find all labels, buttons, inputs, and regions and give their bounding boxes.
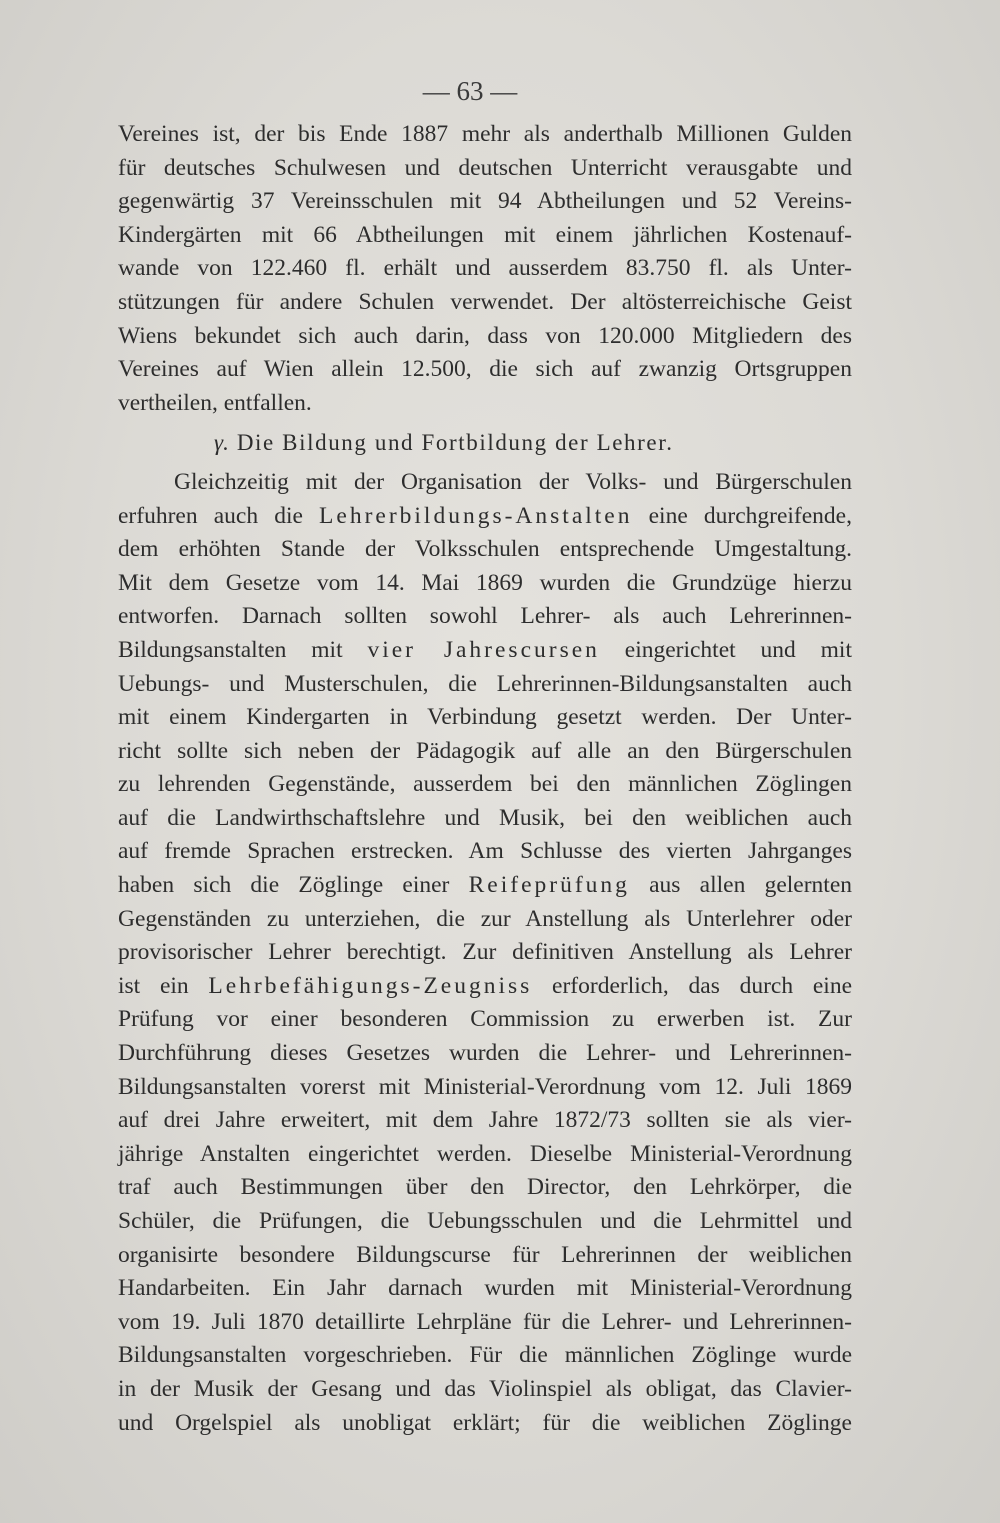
text-line: auf fremde Sprachen erstrecken. Am Schlusse des vierten Jahrganges — [118, 838, 852, 865]
text-line: Handarbeiten. Ein Jahr darnach wurden mit Ministerial-Verordnung — [118, 1275, 852, 1302]
text-line — [118, 500, 852, 534]
text-segment: haben sich die Zöglinge einer — [118, 872, 469, 899]
text-line — [118, 869, 852, 903]
text-line: stützungen für andere Schulen verwendet. Der altösterreichische Geist — [118, 288, 852, 315]
text-segment: erfuhren auch die — [118, 502, 320, 529]
text-line: Schüler, die Prüfungen, die Uebungsschulen und die Lehrmittel und — [118, 1208, 852, 1234]
text-segment: erforderlich, das durch eine — [532, 972, 852, 999]
text-line: wande von 122.460 fl. erhält und ausserdem 83.750 fl. als Unter- — [118, 255, 852, 282]
text-line: traf auch Bestimmungen über den Director, den Lehrkörper, die — [118, 1174, 852, 1201]
text-segment: eingerichtet und mit — [599, 636, 852, 663]
text-line: Kindergärten mit 66 Abtheilungen mit einem jährlichen Kostenauf- — [118, 221, 852, 248]
text-line: Vereines auf Wien allein 12.500, die sich auf zwanzig Ortsgruppen — [118, 356, 852, 383]
text-line: Wiens bekundet sich auch darin, dass von 120.000 Mitgliedern des — [118, 322, 852, 349]
text-line: zu lehrenden Gegenstände, ausserdem bei den männlichen Zöglingen — [118, 771, 852, 798]
section-marker: γ. — [214, 430, 229, 456]
section-heading-text: Die Bildung und Fortbildung der Lehrer. — [236, 430, 674, 456]
text-line: richt sollte sich neben der Pädagogik auf alle an den Bürgerschulen — [118, 737, 852, 764]
spaced-term: vier Jahrescursen — [367, 636, 600, 663]
page-text — [118, 118, 852, 1440]
text-line: Prüfung vor einer besonderen Commission zu erwerben ist. Zur — [118, 1006, 852, 1033]
section-heading — [118, 426, 852, 460]
text-line: vertheilen, entfallen. — [118, 389, 312, 416]
spaced-term: Lehrbefähigungs-Zeugniss — [208, 972, 533, 999]
text-segment: ist ein — [118, 972, 209, 999]
text-segment: aus allen gelernten — [629, 872, 852, 899]
text-segment: eine durchgreifende, — [632, 502, 852, 529]
text-line: Bildungsanstalten vorerst mit Ministerial-Verordnung vom 12. Juli 1869 — [118, 1073, 852, 1100]
text-line — [118, 634, 852, 668]
text-line: Mit dem Gesetze vom 14. Mai 1869 wurden die Grundzüge hierzu — [118, 569, 852, 596]
text-line: auf drei Jahre erweitert, mit dem Jahre 1872/73 sollten sie als vier- — [118, 1107, 852, 1134]
spaced-term: Lehrerbildungs-Anstalten — [319, 502, 633, 529]
spaced-term: Reifeprüfung — [468, 872, 630, 899]
text-line: Gegenständen zu unterziehen, die zur Anstellung als Unterlehrer oder — [118, 905, 852, 932]
text-line: organisirte besondere Bildungscurse für Lehrerinnen der weiblichen — [118, 1241, 852, 1268]
text-line: Bildungsanstalten vorgeschrieben. Für die männlichen Zöglinge wurde — [118, 1342, 852, 1369]
text-line: Uebungs- und Musterschulen, die Lehrerinnen-Bildungsanstalten auch — [118, 670, 852, 697]
text-line: Vereines ist, der bis Ende 1887 mehr als anderthalb Millionen Gulden — [118, 121, 852, 147]
text-line: Durchführung dieses Gesetzes wurden die Lehrer- und Lehrerinnen- — [118, 1040, 852, 1067]
text-segment: Bildungsanstalten mit — [118, 636, 368, 663]
page-number: — 63 — — [422, 76, 518, 106]
text-line: jährige Anstalten eingerichtet werden. Dieselbe Ministerial-Verordnung — [118, 1140, 852, 1167]
text-line: und Orgelspiel als unobligat erklärt; für die weiblichen Zöglinge — [118, 1409, 852, 1436]
text-line: Gleichzeitig mit der Organisation der Volks- und Bürgerschulen — [174, 468, 852, 495]
text-line: für deutsches Schulwesen und deutschen Unterricht verausgabte und — [118, 154, 852, 181]
text-line: dem erhöhten Stande der Volksschulen entsprechende Umgestaltung. — [118, 536, 852, 563]
text-line: vom 19. Juli 1870 detaillirte Lehrpläne für die Lehrer- und Lehrerinnen- — [118, 1308, 852, 1335]
text-line — [118, 970, 852, 1004]
text-line: gegenwärtig 37 Vereinsschulen mit 94 Abtheilungen und 52 Vereins- — [118, 188, 852, 215]
text-line: in der Musik der Gesang und das Violinspiel als obligat, das Clavier- — [118, 1375, 852, 1402]
text-line: mit einem Kindergarten in Verbindung gesetzt werden. Der Unter- — [118, 704, 852, 731]
text-line: provisorischer Lehrer berechtigt. Zur definitiven Anstellung als Lehrer — [118, 939, 852, 966]
text-line: auf die Landwirthschaftslehre und Musik, bei den weiblichen auch — [118, 804, 852, 831]
text-line: entworfen. Darnach sollten sowohl Lehrer- als auch Lehrerinnen- — [118, 603, 852, 630]
